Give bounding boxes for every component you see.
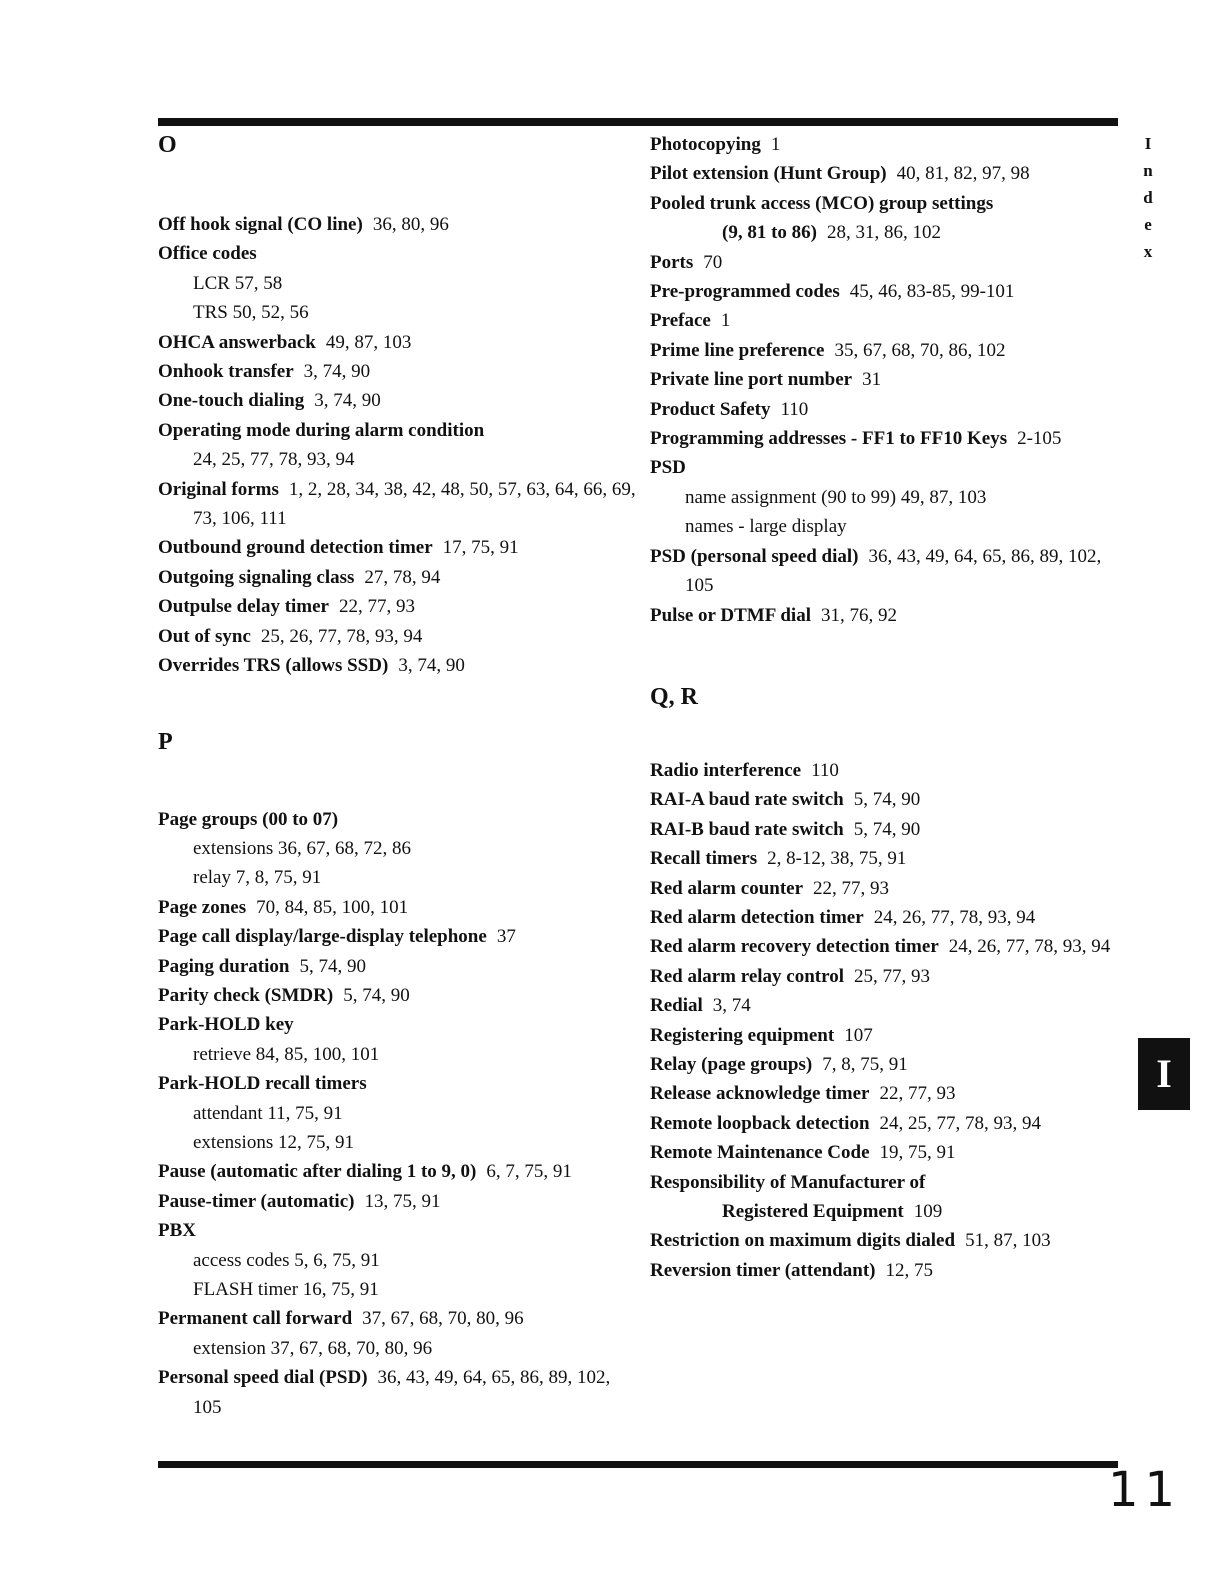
entry-term-continued: Registered Equipment	[722, 1201, 904, 1222]
entry-term: Pre-programmed codes	[650, 281, 840, 303]
index-entry	[650, 159, 1128, 188]
entries-p	[158, 805, 636, 1423]
entry-pages: 6, 7, 75, 91	[486, 1161, 572, 1183]
entry-pages: 45, 46, 83-85, 99-101	[849, 281, 1015, 303]
index-entry	[650, 1138, 1128, 1167]
index-subentry: access codes 5, 6, 75, 91	[193, 1249, 380, 1271]
entry-term: Radio interference	[650, 759, 802, 781]
index-entry	[650, 424, 1128, 453]
index-subentry: LCR 57, 58	[193, 272, 283, 294]
index-subentry: extension 37, 67, 68, 70, 80, 96	[193, 1337, 433, 1359]
entry-term: Page call display/large-display telephone	[158, 926, 487, 948]
entry-pages: 35, 67, 68, 70, 86, 102	[834, 339, 1006, 361]
index-entry	[650, 1050, 1128, 1079]
index-entry	[158, 1069, 636, 1098]
entry-term: Photocopying	[650, 134, 761, 155]
entry-term: Prime line preference	[650, 339, 825, 361]
index-entry	[158, 1187, 636, 1216]
index-entry	[158, 622, 636, 651]
index-entry	[158, 1363, 636, 1422]
index-entry	[650, 903, 1128, 932]
index-subentry: names - large display	[685, 516, 847, 538]
entry-term: Reversion timer (attendant)	[650, 1259, 876, 1281]
index-entry	[158, 952, 636, 981]
entry-pages: 7, 8, 75, 91	[822, 1053, 908, 1075]
entry-pages: 27, 78, 94	[364, 566, 441, 588]
entry-term: Operating mode during alarm condition	[158, 419, 485, 441]
index-entry	[158, 1304, 636, 1333]
entry-term: Pooled trunk access (MCO) group settings	[650, 192, 994, 214]
entry-term: Recall timers	[650, 848, 758, 870]
entry-term: RAI-A baud rate switch	[650, 789, 844, 811]
index-entry	[650, 756, 1128, 785]
index-entry	[650, 365, 1128, 394]
index-entry	[158, 1216, 636, 1245]
entry-pages: 5, 74, 90	[853, 818, 921, 840]
side-tab-letter: d	[1143, 188, 1153, 207]
entry-pages: 3, 74, 90	[398, 655, 465, 677]
entry-term: One-touch dialing	[158, 390, 305, 412]
entry-term: Page groups (00 to 07)	[158, 808, 339, 830]
entry-term: Private line port number	[650, 369, 853, 391]
index-entry	[650, 130, 1128, 159]
entry-pages: 109	[913, 1201, 943, 1222]
entry-term: Registering equipment	[650, 1024, 835, 1046]
entry-pages: 110	[780, 398, 809, 420]
entry-pages: 2-105	[1017, 428, 1062, 450]
entry-term: Off hook signal (CO line)	[158, 214, 363, 235]
entry-term: Pause (automatic after dialing 1 to 9, 0)	[158, 1161, 477, 1183]
entry-term: PSD (personal speed dial)	[650, 545, 859, 567]
entry-pages: 36, 43, 49, 64, 65, 86, 89, 102, 105	[193, 1367, 611, 1418]
entry-pages: 28, 31, 86, 102	[826, 222, 941, 244]
entries-qr	[650, 756, 1128, 1285]
entry-pages: 31	[862, 369, 882, 391]
index-entry	[650, 1197, 1128, 1226]
entry-term: RAI-B baud rate switch	[650, 818, 844, 840]
entry-term: Remote Maintenance Code	[650, 1142, 870, 1164]
index-subentry: TRS 50, 52, 56	[193, 302, 309, 324]
index-entry	[158, 328, 636, 357]
index-entry	[158, 805, 636, 834]
index-subentry: attendant 11, 75, 91	[193, 1102, 343, 1124]
side-tab-letter: I	[1144, 134, 1152, 153]
entry-term: Page zones	[158, 896, 247, 918]
entry-term: Outpulse delay timer	[158, 596, 329, 618]
entry-term: Overrides TRS (allows SSD)	[158, 655, 389, 677]
index-entry	[158, 563, 636, 592]
index-entry	[650, 277, 1128, 306]
entry-term: Pulse or DTMF dial	[650, 604, 811, 626]
index-subentry: relay 7, 8, 75, 91	[193, 867, 322, 889]
index-entry	[158, 210, 636, 239]
entry-pages: 3, 74, 90	[314, 390, 381, 412]
index-subentry: extensions 36, 67, 68, 72, 86	[193, 837, 411, 859]
entry-pages: 13, 75, 91	[364, 1190, 441, 1212]
entry-pages: 37	[496, 926, 516, 948]
index-entry	[650, 189, 1128, 218]
entry-term: Redial	[650, 995, 703, 1017]
entry-term: Onhook transfer	[158, 361, 294, 383]
entry-term: PSD	[650, 457, 686, 479]
entry-pages: 1, 2, 28, 34, 38, 42, 48, 50, 57, 63, 64, 66, 69, 73, 106, 111	[193, 478, 636, 530]
entry-term: Office codes	[158, 243, 257, 265]
index-entry	[158, 357, 636, 386]
entry-term: Original forms	[158, 478, 279, 500]
right-column	[650, 130, 1128, 1285]
section-heading-qr: Q, R	[650, 683, 698, 710]
entry-term: Remote loopback detection	[650, 1112, 870, 1134]
entry-term-continued: (9, 81 to 86)	[722, 222, 817, 244]
index-entry	[158, 533, 636, 562]
index-entry	[650, 1109, 1128, 1138]
entry-pages: 5, 74, 90	[299, 955, 366, 977]
index-entry	[650, 306, 1128, 335]
top-rule	[158, 118, 1118, 126]
section-heading-o: O	[158, 132, 177, 158]
entry-pages: 12, 75	[885, 1259, 933, 1281]
index-entry	[650, 542, 1128, 601]
index-entry	[158, 239, 636, 268]
index-entry	[158, 651, 636, 680]
side-tab-letter: x	[1143, 242, 1153, 261]
index-entry	[158, 475, 636, 534]
entry-pages: 36, 43, 49, 64, 65, 86, 89, 102, 105	[685, 545, 1102, 597]
index-entry	[650, 453, 1128, 482]
entry-pages: 2, 8-12, 38, 75, 91	[767, 848, 907, 870]
entry-term: OHCA answerback	[158, 331, 316, 353]
entry-term: Personal speed dial (PSD)	[158, 1367, 368, 1389]
bottom-rule	[158, 1461, 1118, 1468]
page-number: 11	[1108, 1462, 1182, 1518]
index-entry	[650, 248, 1128, 277]
index-entry	[650, 785, 1128, 814]
entry-term: Paging duration	[158, 955, 290, 977]
index-entry	[158, 1157, 636, 1186]
entry-pages: 107	[844, 1024, 873, 1046]
index-entry	[650, 815, 1128, 844]
index-entry	[650, 1021, 1128, 1050]
entry-term: Park-HOLD recall timers	[158, 1073, 367, 1095]
entry-term: Parity check (SMDR)	[158, 984, 334, 1006]
entry-term: Product Safety	[650, 398, 771, 420]
index-entry	[650, 336, 1128, 365]
entry-term: Park-HOLD key	[158, 1014, 294, 1036]
entry-pages: 3, 74, 90	[303, 361, 371, 383]
entry-pages: 5, 74, 90	[343, 984, 410, 1006]
index-entry	[158, 981, 636, 1010]
entry-pages: 110	[811, 759, 839, 781]
entry-term: Restriction on maximum digits dialed	[650, 1230, 956, 1252]
entry-term: Out of sync	[158, 625, 251, 647]
index-entry	[158, 893, 636, 922]
index-entry	[158, 386, 636, 415]
section-heading-p: P	[158, 728, 173, 755]
entry-term: Preface	[650, 310, 711, 332]
index-entry	[158, 416, 636, 445]
index-subentry: 24, 25, 77, 78, 93, 94	[193, 449, 355, 471]
side-tab-letter: e	[1144, 215, 1152, 234]
entry-term: Permanent call forward	[158, 1308, 353, 1330]
entry-pages: 1	[720, 310, 731, 332]
entry-term: Outgoing signaling class	[158, 566, 355, 588]
entry-pages: 24, 26, 77, 78, 93, 94	[873, 906, 1036, 928]
index-entry	[650, 844, 1128, 873]
index-subentry: name assignment (90 to 99) 49, 87, 103	[685, 486, 987, 508]
entry-term: Responsibility of Manufacturer of	[650, 1171, 926, 1193]
entry-pages: 5, 74, 90	[853, 789, 921, 811]
entries-p-continued	[650, 130, 1128, 630]
index-entry	[650, 1079, 1128, 1108]
entry-pages: 31, 76, 92	[820, 604, 897, 626]
left-column	[158, 130, 636, 1422]
index-subentry: retrieve 84, 85, 100, 101	[193, 1043, 380, 1065]
entry-pages: 24, 25, 77, 78, 93, 94	[879, 1112, 1042, 1134]
entry-pages: 3, 74	[712, 995, 751, 1017]
entry-term: Red alarm relay control	[650, 965, 845, 987]
entry-pages: 17, 75, 91	[442, 537, 519, 559]
entry-term: Red alarm counter	[650, 877, 804, 899]
entry-term: Outbound ground detection timer	[158, 537, 433, 559]
entry-pages: 25, 26, 77, 78, 93, 94	[260, 625, 423, 647]
entry-pages: 37, 67, 68, 70, 80, 96	[362, 1308, 524, 1330]
entry-pages: 40, 81, 82, 97, 98	[896, 163, 1030, 185]
index-entry	[650, 962, 1128, 991]
entry-pages: 22, 77, 93	[879, 1083, 956, 1105]
index-entry	[650, 991, 1128, 1020]
entry-term: PBX	[158, 1220, 196, 1242]
index-entry	[650, 1168, 1128, 1197]
entry-term: Pause-timer (automatic)	[158, 1190, 355, 1212]
index-entry	[650, 395, 1128, 424]
index-entry	[650, 218, 1128, 247]
entry-pages: 1	[770, 134, 781, 155]
entry-pages: 49, 87, 103	[325, 331, 412, 353]
index-entry	[650, 1226, 1128, 1255]
index-entry	[650, 601, 1128, 630]
entry-pages: 24, 26, 77, 78, 93, 94	[948, 936, 1111, 958]
index-entry	[158, 592, 636, 621]
side-tab-letter: n	[1143, 161, 1153, 180]
section-index-box: I	[1138, 1038, 1190, 1110]
index-subentry: extensions 12, 75, 91	[193, 1131, 354, 1153]
entry-pages: 22, 77, 93	[339, 596, 415, 618]
index-entry	[650, 932, 1128, 961]
entry-pages: 22, 77, 93	[813, 877, 890, 899]
index-side-tab	[1138, 130, 1158, 265]
entry-pages: 51, 87, 103	[965, 1230, 1051, 1252]
index-entry	[158, 1010, 636, 1039]
entry-term: Release acknowledge timer	[650, 1083, 870, 1105]
index-entry	[650, 1256, 1128, 1285]
entry-term: Ports	[650, 251, 694, 273]
entry-pages: 25, 77, 93	[854, 965, 931, 987]
entries-o	[158, 210, 636, 681]
entry-term: Relay (page groups)	[650, 1053, 813, 1075]
entry-term: Red alarm recovery detection timer	[650, 936, 939, 958]
index-entry	[158, 922, 636, 951]
entry-term: Pilot extension (Hunt Group)	[650, 163, 887, 185]
entry-term: Programming addresses - FF1 to FF10 Keys	[650, 428, 1008, 450]
entry-pages: 70	[703, 251, 723, 273]
index-entry	[650, 874, 1128, 903]
entry-term: Red alarm detection timer	[650, 906, 864, 928]
entry-pages: 70, 84, 85, 100, 101	[256, 896, 409, 918]
entry-pages: 19, 75, 91	[879, 1142, 956, 1164]
entry-pages: 36, 80, 96	[372, 214, 449, 235]
index-subentry: FLASH timer 16, 75, 91	[193, 1279, 379, 1300]
